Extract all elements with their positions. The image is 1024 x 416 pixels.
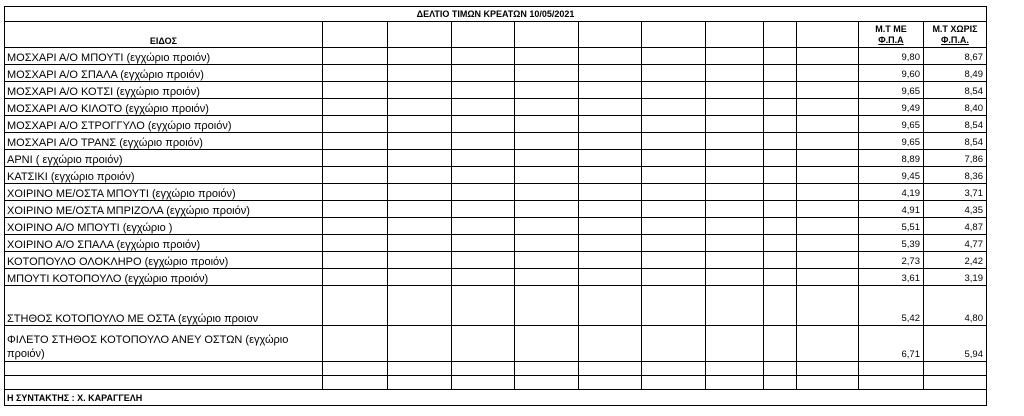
blank-cell (388, 99, 452, 116)
blank-cell (797, 362, 859, 376)
price-without-vat: 8,54 (924, 116, 987, 133)
blank-cell (323, 201, 388, 218)
blank-cell (797, 184, 859, 201)
price-with-vat: 9,49 (859, 99, 924, 116)
blank-cell (323, 184, 388, 201)
blank-cell (642, 184, 706, 201)
item-name: ΜΟΣΧΑΡΙ Α/Ο ΜΠΟΥΤΙ (εγχώριο προιόν) (5, 48, 323, 65)
blank-cell (515, 65, 579, 82)
item-name: ΜΟΣΧΑΡΙ Α/Ο ΤΡΑΝΣ (εγχώριο προιόν) (5, 133, 323, 150)
blank-cell (323, 133, 388, 150)
blank-cell (579, 99, 642, 116)
price-without-vat: 4,87 (924, 218, 987, 235)
header-item: ΕΙΔΟΣ (5, 22, 323, 48)
blank-cell (452, 65, 515, 82)
blank-cell (515, 326, 579, 362)
blank-cell (797, 252, 859, 269)
blank-cell (579, 362, 642, 376)
blank-cell (797, 150, 859, 167)
blank-cell (388, 269, 452, 286)
price-without-vat: 2,42 (924, 252, 987, 269)
price-with-vat: 5,42 (859, 286, 924, 326)
blank-cell (642, 362, 706, 376)
blank-cell (797, 376, 859, 390)
price-without-vat: 5,94 (924, 326, 987, 362)
blank-cell (579, 201, 642, 218)
price-without-vat: 8,49 (924, 65, 987, 82)
item-name: ΧΟΙΡΙΝΟ ΜΕ/ΟΣΤΑ ΜΠΡΙΖΟΛΑ (εγχώριο προιόν) (5, 201, 323, 218)
table-row (5, 269, 987, 286)
blank-cell (452, 48, 515, 65)
price-with-vat: 6,71 (859, 326, 924, 362)
item-name: ΜΟΣΧΑΡΙ Α/Ο ΚΙΛΟΤΟ (εγχώριο προιόν) (5, 99, 323, 116)
blank-cell (642, 116, 706, 133)
item-name: ΦΙΛΕΤΟ ΣΤΗΘΟΣ ΚΟΤΟΠΟΥΛΟ ΑΝΕΥ ΟΣΤΩΝ (εγχώριο προιόν) (5, 326, 323, 362)
header-price-without-vat-line1: Μ.Τ ΧΩΡΙΣ (932, 23, 978, 34)
blank-cell (764, 201, 797, 218)
blank-cell (323, 99, 388, 116)
blank-cell (388, 116, 452, 133)
blank-cell (706, 269, 764, 286)
empty-row (5, 362, 987, 376)
blank-cell (924, 362, 987, 376)
blank-cell (5, 362, 323, 376)
blank-cell (797, 22, 859, 48)
blank-cell (706, 362, 764, 376)
blank-cell (388, 362, 452, 376)
price-without-vat: 3,19 (924, 269, 987, 286)
blank-cell (452, 167, 515, 184)
blank-cell (797, 99, 859, 116)
price-with-vat: 3,61 (859, 269, 924, 286)
blank-cell (323, 150, 388, 167)
blank-cell (323, 269, 388, 286)
blank-cell (764, 150, 797, 167)
bulletin-title: ΔΕΛΤΙΟ ΤΙΜΩΝ ΚΡΕΑΤΩΝ 10/05/2021 (5, 7, 987, 22)
blank-cell (579, 167, 642, 184)
table-row (5, 48, 987, 65)
blank-cell (764, 269, 797, 286)
blank-cell (515, 150, 579, 167)
blank-cell (706, 184, 764, 201)
blank-cell (764, 362, 797, 376)
blank-cell (706, 150, 764, 167)
blank-cell (452, 376, 515, 390)
blank-cell (642, 48, 706, 65)
table-row (5, 218, 987, 235)
price-with-vat: 9,65 (859, 133, 924, 150)
blank-cell (452, 201, 515, 218)
blank-cell (764, 326, 797, 362)
blank-cell (452, 133, 515, 150)
blank-cell (515, 286, 579, 326)
blank-cell (579, 235, 642, 252)
blank-cell (764, 218, 797, 235)
blank-cell (706, 218, 764, 235)
blank-cell (579, 116, 642, 133)
blank-cell (706, 252, 764, 269)
table-row (5, 235, 987, 252)
item-name: ΧΟΙΡΙΝΟ Α/Ο ΣΠΑΛΑ (εγχώριο προιόν) (5, 235, 323, 252)
blank-cell (642, 150, 706, 167)
blank-cell (797, 65, 859, 82)
blank-cell (642, 201, 706, 218)
blank-cell (323, 116, 388, 133)
blank-cell (388, 82, 452, 99)
blank-cell (323, 167, 388, 184)
blank-cell (706, 82, 764, 99)
price-with-vat: 5,39 (859, 235, 924, 252)
blank-cell (642, 65, 706, 82)
blank-cell (642, 218, 706, 235)
blank-cell (452, 362, 515, 376)
table-row (5, 116, 987, 133)
header-row (5, 22, 987, 48)
blank-cell (388, 22, 452, 48)
blank-cell (452, 326, 515, 362)
blank-cell (5, 376, 323, 390)
blank-cell (764, 116, 797, 133)
price-with-vat: 9,80 (859, 48, 924, 65)
blank-cell (579, 376, 642, 390)
blank-cell (579, 150, 642, 167)
blank-cell (452, 235, 515, 252)
price-with-vat: 9,65 (859, 116, 924, 133)
blank-cell (579, 218, 642, 235)
blank-cell (706, 235, 764, 252)
blank-cell (859, 376, 924, 390)
price-with-vat: 9,60 (859, 65, 924, 82)
item-name: ΜΟΣΧΑΡΙ Α/Ο ΣΠΑΛΑ (εγχώριο προιόν) (5, 65, 323, 82)
blank-cell (706, 116, 764, 133)
blank-cell (515, 376, 579, 390)
table-row (5, 82, 987, 99)
blank-cell (515, 362, 579, 376)
blank-cell (764, 184, 797, 201)
table-row (5, 65, 987, 82)
price-without-vat: 4,35 (924, 201, 987, 218)
table-row (5, 326, 987, 362)
blank-cell (797, 116, 859, 133)
table-row (5, 286, 987, 326)
blank-cell (706, 167, 764, 184)
blank-cell (579, 22, 642, 48)
blank-cell (452, 99, 515, 116)
item-name: ΜΟΣΧΑΡΙ Α/Ο ΣΤΡΟΓΓΥΛΟ (εγχώριο προιόν) (5, 116, 323, 133)
blank-cell (388, 201, 452, 218)
header-price-with-vat-line1: Μ.Τ ΜΕ (875, 23, 907, 34)
blank-cell (388, 252, 452, 269)
author-signature: Η ΣΥΝΤΑΚΤΗΣ : Χ. ΚΑΡΑΓΓΕΛΗ (5, 390, 987, 406)
blank-cell (764, 48, 797, 65)
item-name: ΚΑΤΣΙΚΙ (εγχώριο προιόν) (5, 167, 323, 184)
blank-cell (764, 22, 797, 48)
blank-cell (579, 286, 642, 326)
blank-cell (323, 362, 388, 376)
blank-cell (706, 65, 764, 82)
blank-cell (515, 99, 579, 116)
blank-cell (642, 376, 706, 390)
header-price-with-vat-line2: Φ.Π.Α (878, 34, 904, 45)
blank-cell (642, 99, 706, 116)
author-row (5, 390, 987, 406)
table-row (5, 167, 987, 184)
title-row (5, 7, 987, 22)
blank-cell (388, 133, 452, 150)
blank-cell (797, 286, 859, 326)
blank-cell (764, 167, 797, 184)
blank-cell (515, 252, 579, 269)
blank-cell (764, 286, 797, 326)
item-name: ΑΡΝΙ ( εγχώριο προιόν) (5, 150, 323, 167)
blank-cell (452, 116, 515, 133)
blank-cell (323, 218, 388, 235)
table-row (5, 201, 987, 218)
blank-cell (452, 286, 515, 326)
blank-cell (323, 22, 388, 48)
price-without-vat: 4,77 (924, 235, 987, 252)
blank-cell (642, 326, 706, 362)
blank-cell (515, 167, 579, 184)
blank-cell (764, 99, 797, 116)
blank-cell (515, 82, 579, 99)
blank-cell (797, 201, 859, 218)
table-row (5, 133, 987, 150)
price-without-vat: 3,71 (924, 184, 987, 201)
header-price-without-vat (924, 22, 987, 48)
blank-cell (579, 269, 642, 286)
blank-cell (452, 218, 515, 235)
blank-cell (323, 326, 388, 362)
blank-cell (706, 201, 764, 218)
blank-cell (642, 82, 706, 99)
blank-cell (452, 22, 515, 48)
blank-cell (388, 48, 452, 65)
blank-cell (388, 376, 452, 390)
price-with-vat: 4,19 (859, 184, 924, 201)
item-name: ΣΤΗΘΟΣ ΚΟΤΟΠΟΥΛΟ ΜΕ ΟΣΤΑ (εγχώριο προιον (5, 286, 323, 326)
table-row (5, 184, 987, 201)
item-name: ΜΠΟΥΤΙ ΚΟΤΟΠΟΥΛΟ (εγχώριο προιόν) (5, 269, 323, 286)
item-name: ΧΟΙΡΙΝΟ Α/Ο ΜΠΟΥΤΙ (εγχώριο ) (5, 218, 323, 235)
blank-cell (764, 65, 797, 82)
blank-cell (706, 326, 764, 362)
blank-cell (706, 22, 764, 48)
blank-cell (452, 184, 515, 201)
blank-cell (579, 82, 642, 99)
blank-cell (924, 376, 987, 390)
blank-cell (797, 269, 859, 286)
blank-cell (515, 269, 579, 286)
blank-cell (764, 235, 797, 252)
header-price-without-vat-line2: Φ.Π.Α. (941, 34, 969, 45)
price-without-vat: 8,40 (924, 99, 987, 116)
blank-cell (859, 362, 924, 376)
price-without-vat: 8,54 (924, 82, 987, 99)
item-name: ΚΟΤΟΠΟΥΛΟ ΟΛΟΚΛΗΡΟ (εγχώριο προιόν) (5, 252, 323, 269)
empty-row (5, 376, 987, 390)
blank-cell (323, 65, 388, 82)
blank-cell (642, 252, 706, 269)
blank-cell (642, 269, 706, 286)
blank-cell (706, 48, 764, 65)
blank-cell (323, 376, 388, 390)
blank-cell (323, 48, 388, 65)
blank-cell (579, 48, 642, 65)
price-with-vat: 9,45 (859, 167, 924, 184)
price-without-vat: 7,86 (924, 150, 987, 167)
blank-cell (579, 184, 642, 201)
price-with-vat: 2,73 (859, 252, 924, 269)
blank-cell (642, 235, 706, 252)
blank-cell (764, 252, 797, 269)
blank-cell (706, 99, 764, 116)
blank-cell (579, 252, 642, 269)
price-without-vat: 8,54 (924, 133, 987, 150)
blank-cell (388, 286, 452, 326)
blank-cell (764, 82, 797, 99)
item-name: ΜΟΣΧΑΡΙ Α/Ο ΚΟΤΣΙ (εγχώριο προιόν) (5, 82, 323, 99)
blank-cell (323, 286, 388, 326)
blank-cell (579, 326, 642, 362)
blank-cell (515, 235, 579, 252)
blank-cell (706, 376, 764, 390)
blank-cell (797, 167, 859, 184)
blank-cell (579, 133, 642, 150)
header-price-with-vat (859, 22, 924, 48)
item-name: ΧΟΙΡΙΝΟ ΜΕ/ΟΣΤΑ ΜΠΟΥΤΙ (εγχώριο προιόν) (5, 184, 323, 201)
blank-cell (515, 201, 579, 218)
blank-cell (388, 184, 452, 201)
blank-cell (797, 48, 859, 65)
blank-cell (797, 326, 859, 362)
blank-cell (515, 184, 579, 201)
blank-cell (642, 22, 706, 48)
blank-cell (764, 376, 797, 390)
price-without-vat: 8,67 (924, 48, 987, 65)
table-row (5, 99, 987, 116)
blank-cell (515, 116, 579, 133)
price-with-vat: 5,51 (859, 218, 924, 235)
price-bulletin-table (4, 6, 987, 406)
blank-cell (797, 235, 859, 252)
blank-cell (642, 133, 706, 150)
blank-cell (323, 235, 388, 252)
blank-cell (515, 133, 579, 150)
blank-cell (515, 22, 579, 48)
blank-cell (388, 167, 452, 184)
blank-cell (452, 269, 515, 286)
blank-cell (797, 133, 859, 150)
blank-cell (452, 252, 515, 269)
blank-cell (515, 48, 579, 65)
blank-cell (579, 65, 642, 82)
blank-cell (388, 150, 452, 167)
price-with-vat: 9,65 (859, 82, 924, 99)
price-without-vat: 8,36 (924, 167, 987, 184)
price-with-vat: 4,91 (859, 201, 924, 218)
blank-cell (706, 133, 764, 150)
blank-cell (797, 82, 859, 99)
blank-cell (452, 150, 515, 167)
price-with-vat: 8,89 (859, 150, 924, 167)
blank-cell (388, 326, 452, 362)
blank-cell (797, 218, 859, 235)
blank-cell (642, 167, 706, 184)
blank-cell (452, 82, 515, 99)
blank-cell (388, 235, 452, 252)
blank-cell (388, 218, 452, 235)
blank-cell (323, 252, 388, 269)
table-row (5, 150, 987, 167)
blank-cell (323, 82, 388, 99)
blank-cell (642, 286, 706, 326)
blank-cell (388, 65, 452, 82)
table-row (5, 252, 987, 269)
blank-cell (706, 286, 764, 326)
blank-cell (764, 133, 797, 150)
price-without-vat: 4,80 (924, 286, 987, 326)
blank-cell (515, 218, 579, 235)
